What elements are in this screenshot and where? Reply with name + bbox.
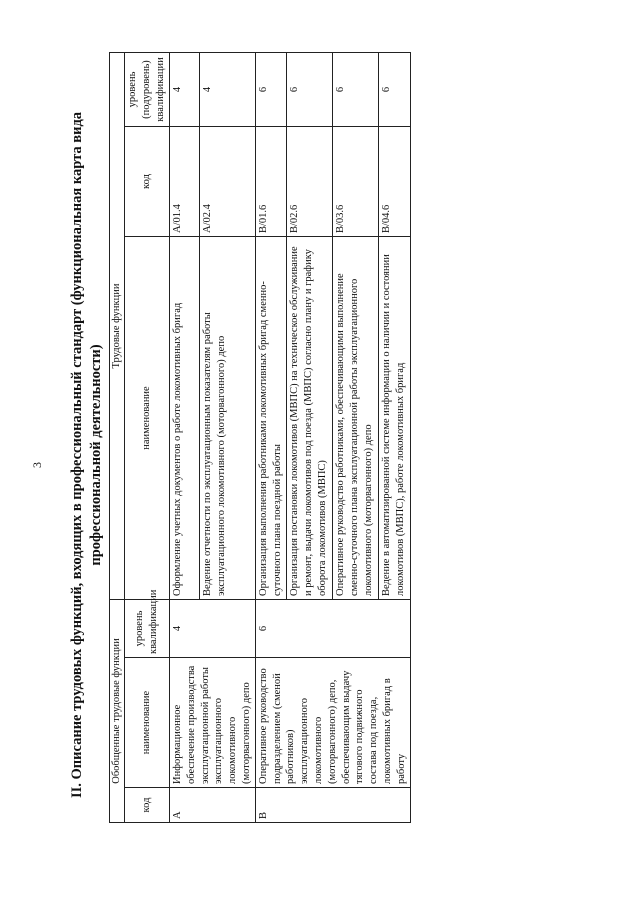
task-level: 6 [333,52,379,126]
task-code: B/03.6 [333,127,379,237]
task-level: 4 [200,52,255,126]
header-level: уровень квалификации [125,600,170,658]
task-level: 6 [287,52,333,126]
task-code: A/02.4 [200,127,255,237]
task-name: Оперативное руководство работниками, обеспечивающими выполнение сменно-суточного плана эксплуатационной работы эксплуатационного локомотивного (моторвагонного) депо [333,237,379,600]
task-name: Ведение в автоматизированной системе информации о наличии и состоянии локомотивов (МВПС), работе локомотивных бригад [378,237,410,600]
heading-line-2: профессиональной деятельности) [88,344,104,566]
header-code: код [125,788,170,823]
function-level: 6 [255,600,410,658]
function-level: 4 [170,600,256,658]
header-group-row [110,52,125,822]
task-code: B/02.6 [287,127,333,237]
task-name: Ведение отчетности по эксплуатационным показателям работы эксплуатационного локомотивного (моторвагонного) депо [200,237,255,600]
task-code: A/01.4 [170,127,200,237]
table-row [255,52,287,822]
task-level: 6 [255,52,287,126]
functional-map-table [109,52,411,823]
header-columns-row [125,52,170,822]
page-number: 3 [30,462,44,468]
function-code: A [170,788,256,823]
task-code: B/01.6 [255,127,287,237]
header-tf-name: наименование [125,237,170,600]
group-labor-functions: Трудовые функции [110,52,125,599]
group-generalized-functions: Обобщенные трудовые функции [110,600,125,823]
task-level: 6 [378,52,410,126]
section-heading [68,85,106,825]
function-name: Оперативное руководство подразделением (сменой работников) эксплуатационного локомотивного (моторвагонного) депо, обеспечивающим выдачу тягового подвижного состава под поезда, локомотивных бригад в работу [255,658,410,788]
table-row [170,52,200,822]
task-name: Оформление учетных документов о работе локомотивных бригад [170,237,200,600]
heading-line-1: II. Описание трудовых функций, входящих в профессиональный стандарт (функциональная карта вида [69,111,85,799]
task-level: 4 [170,52,200,126]
task-name: Организация выполнения работниками локомотивных бригад сменно-суточного плана поездной работы [255,237,287,600]
function-code: B [255,788,410,823]
header-tf-code: код [125,127,170,237]
function-name: Информационное обеспечение производства эксплуатационной работы эксплуатационного локомотивного (моторвагонного) депо [170,658,256,788]
task-name: Организация постановки локомотивов (МВПС) на техническое обслуживание и ремонт, выдачи локомотивов под поезда (МВПС) согласно плану и графику оборота локомотивов (МВПС) [287,237,333,600]
header-sublevel: уровень (подуровень) квалификации [125,52,170,126]
task-code: B/04.6 [378,127,410,237]
header-name: наименование [125,658,170,788]
